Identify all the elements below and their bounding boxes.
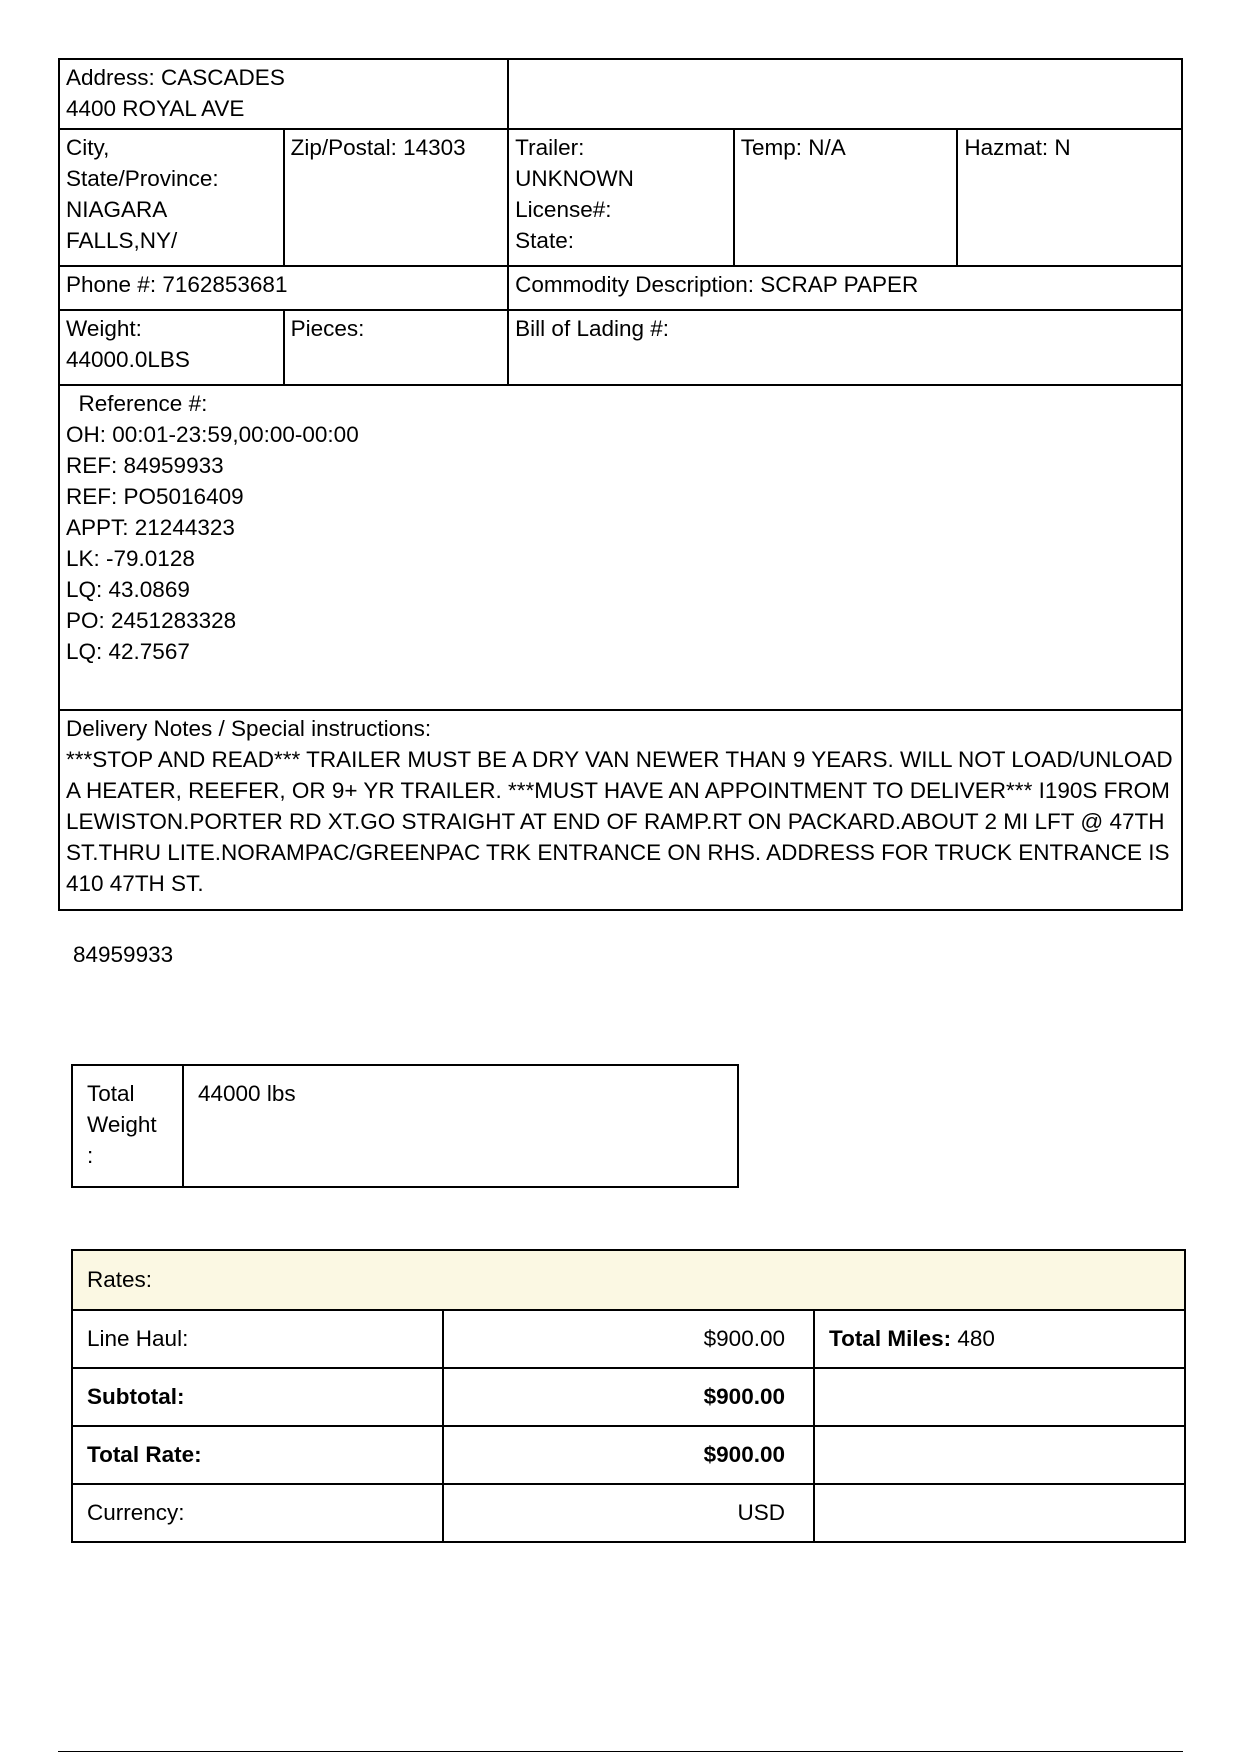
reference-label: Reference #: — [66, 391, 208, 416]
commodity-cell: Commodity Description: SCRAP PAPER — [508, 266, 1182, 310]
trailer-cell: Trailer: UNKNOWN License#: State: — [508, 129, 734, 266]
delivery-notes-cell — [59, 710, 1182, 910]
currency-label: Currency: — [72, 1484, 443, 1542]
total-weight-label: Total Weight : — [72, 1065, 183, 1187]
rates-table — [71, 1249, 1186, 1543]
subtotal-value: $900.00 — [443, 1368, 814, 1426]
zip-cell: Zip/Postal: 14303 — [284, 129, 509, 266]
total-miles-cell — [814, 1310, 1185, 1368]
bottom-divider — [58, 1751, 1183, 1752]
reference-line: REF: PO5016409 — [66, 484, 244, 509]
reference-line: LK: -79.0128 — [66, 546, 195, 571]
address-cell: Address: CASCADES 4400 ROYAL AVE — [59, 59, 508, 129]
currency-value: USD — [443, 1484, 814, 1542]
empty-cell — [508, 59, 1182, 129]
reference-line: LQ: 42.7567 — [66, 639, 190, 664]
delivery-notes-text: ***STOP AND READ*** TRAILER MUST BE A DRY VAN NEWER THAN 9 YEARS. WILL NOT LOAD/UNLOAD A HEATER, REEFER, OR 9+ YR TRAILER. ***MUST HAVE AN APPOINTMENT TO DELIVER*** I190S FROM LEWISTON.PORTER RD XT.GO STRAIGHT AT END OF RAMP.RT ON PACKARD.ABOUT 2 MI LFT @ 47TH ST.THRU LITE.NORAMPAC/GREENPAC TRK ENTRANCE ON RHS. ADDRESS FOR TRUCK ENTRANCE IS 410 47TH ST. — [66, 747, 1173, 896]
total-miles-label: Total Miles: — [829, 1326, 952, 1351]
total-weight-table — [71, 1064, 739, 1188]
reference-line: REF: 84959933 — [66, 453, 224, 478]
empty-cell — [814, 1426, 1185, 1484]
empty-cell — [814, 1484, 1185, 1542]
stop-details-table — [58, 58, 1183, 911]
delivery-notes-label: Delivery Notes / Special instructions: — [66, 716, 432, 741]
reference-line: PO: 2451283328 — [66, 608, 237, 633]
hazmat-cell: Hazmat: N — [957, 129, 1182, 266]
phone-cell: Phone #: 7162853681 — [59, 266, 508, 310]
pieces-cell: Pieces: — [284, 310, 509, 385]
total-weight-value: 44000 lbs — [183, 1065, 738, 1187]
weight-cell: Weight: 44000.0LBS — [59, 310, 284, 385]
reference-cell — [59, 385, 1182, 710]
subtotal-label: Subtotal: — [72, 1368, 443, 1426]
total-rate-label: Total Rate: — [72, 1426, 443, 1484]
rates-header: Rates: — [72, 1250, 1185, 1310]
city-cell: City, State/Province: NIAGARA FALLS,NY/ — [59, 129, 284, 266]
total-miles-value: 480 — [951, 1326, 995, 1351]
bill-of-lading-cell: Bill of Lading #: — [508, 310, 1182, 385]
reference-line: APPT: 21244323 — [66, 515, 235, 540]
reference-number: 84959933 — [73, 942, 174, 967]
total-rate-value: $900.00 — [443, 1426, 814, 1484]
temp-cell: Temp: N/A — [734, 129, 958, 266]
empty-cell — [814, 1368, 1185, 1426]
reference-line: OH: 00:01-23:59,00:00-00:00 — [66, 422, 359, 447]
line-haul-label: Line Haul: — [72, 1310, 443, 1368]
line-haul-value: $900.00 — [443, 1310, 814, 1368]
reference-line: LQ: 43.0869 — [66, 577, 190, 602]
